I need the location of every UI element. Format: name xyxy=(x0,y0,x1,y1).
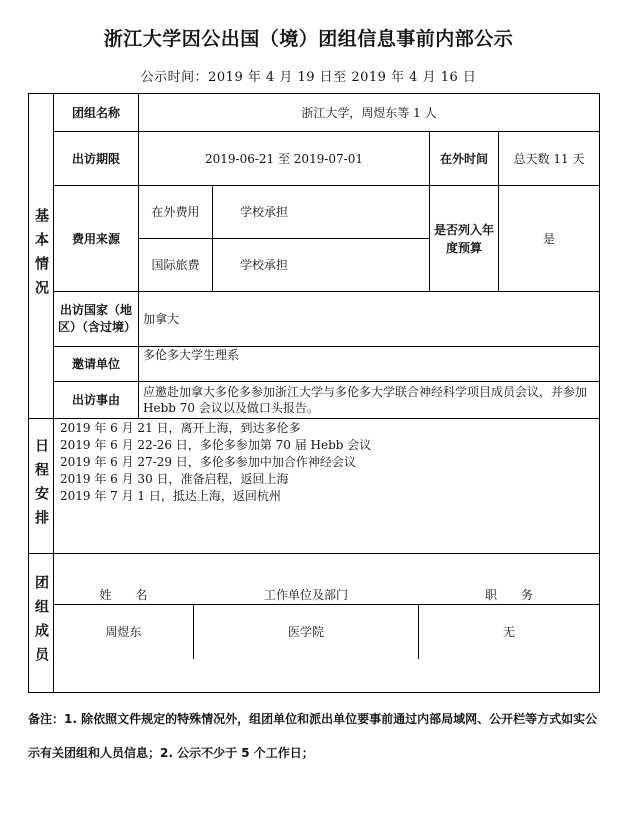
abroad-cost-value: 学校承担 xyxy=(240,205,289,219)
inviter-label: 邀请单位 xyxy=(71,357,120,371)
member-name: 周煜东 xyxy=(105,625,142,639)
period-value: 2019-06-21 至 2019-07-01 xyxy=(204,151,363,166)
member-header-name: 姓 名 xyxy=(99,588,148,602)
days-abroad-value: 总天数 11 天 xyxy=(513,151,585,166)
schedule-list xyxy=(60,420,371,505)
days-abroad-label: 在外时间 xyxy=(439,151,488,166)
intl-travel-value: 学校承担 xyxy=(240,258,289,272)
member-header-unit: 工作单位及部门 xyxy=(263,588,348,602)
country-value: 加拿大 xyxy=(143,312,180,326)
inviter-value: 多伦多大学生理系 xyxy=(143,348,240,362)
section-basic-info: 基本情况 xyxy=(33,208,49,304)
schedule-item: 2019 年 6 月 27-29 日，多伦多参加中加合作神经会议 xyxy=(60,455,356,469)
member-unit: 医学院 xyxy=(287,625,324,639)
section-schedule: 日程安排 xyxy=(33,438,49,534)
schedule-item: 2019 年 7 月 1 日，抵达上海，返回杭州 xyxy=(60,489,281,503)
schedule-item: 2019 年 6 月 30 日，准备启程，返回上海 xyxy=(60,472,289,486)
schedule-item: 2019 年 6 月 21 日，离开上海，到达多伦多 xyxy=(60,421,301,435)
purpose-label: 出访事由 xyxy=(71,393,120,407)
member-position: 无 xyxy=(502,625,515,639)
section-members: 团组成员 xyxy=(33,575,49,671)
page-title: 浙江大学因公出国（境）团组信息事前内部公示 xyxy=(103,28,514,50)
schedule-item: 2019 年 6 月 22-26 日，多伦多参加第 70 届 Hebb 会议 xyxy=(60,438,372,452)
purpose-value: 应邀赴加拿大多伦多参加浙江大学与多伦多大学联合神经科学项目成员会议，并参加 Hebb 70 会议以及做口头报告。 xyxy=(143,385,588,415)
country-label: 出访国家（地区）（含过境） xyxy=(58,303,137,334)
member-header-position: 职 务 xyxy=(484,588,533,602)
group-name-label: 团组名称 xyxy=(71,105,120,120)
funding-label: 费用来源 xyxy=(71,231,120,246)
publish-time: 公示时间：2019 年 4 月 19 日至 2019 年 4 月 16 日 xyxy=(140,70,477,85)
in-budget-value: 是 xyxy=(542,231,555,246)
abroad-cost-label: 在外费用 xyxy=(151,205,200,219)
intl-travel-label: 国际旅费 xyxy=(151,258,200,272)
in-budget-label: 是否列入年度预算 xyxy=(433,222,494,255)
group-name-value: 浙江大学，周煜东等 1 人 xyxy=(301,105,437,120)
period-label: 出访期限 xyxy=(71,151,120,166)
footnote-text: 备注：1. 除依照文件规定的特殊情况外，组团单位和派出单位要事前通过内部局域网、公开栏等方式如实公示有关团组和人员信息；2. 公示不少于 5 个工作日； xyxy=(28,712,598,760)
footnote xyxy=(28,702,608,770)
